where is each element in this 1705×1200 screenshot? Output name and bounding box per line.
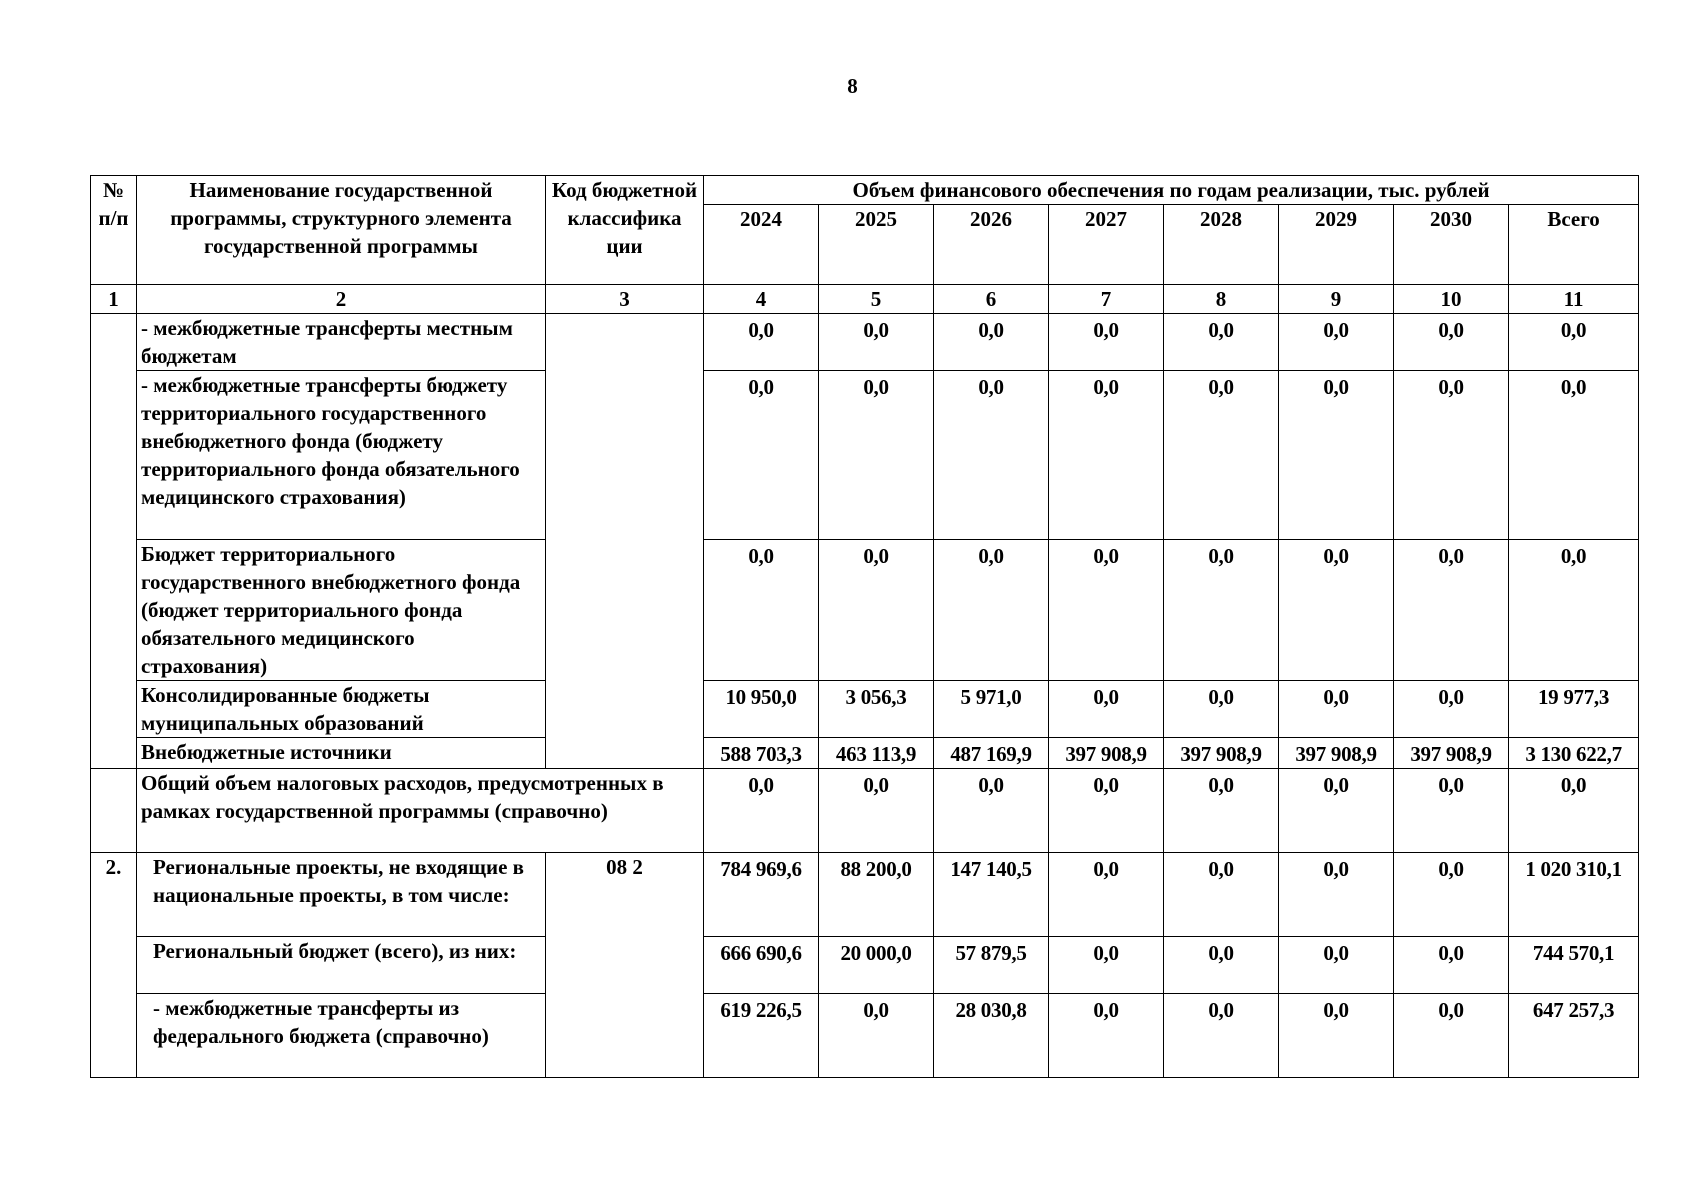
value-cell: 588 703,3: [704, 738, 819, 769]
table-row: [91, 540, 1639, 681]
value-cell: 0,0: [1049, 769, 1164, 853]
header-year: 2025: [819, 205, 934, 285]
header-year: 2030: [1394, 205, 1509, 285]
row-code: 08 2: [546, 853, 704, 1078]
value-cell: 10 950,0: [704, 681, 819, 738]
header-year: 2027: [1049, 205, 1164, 285]
value-cell: 0,0: [1394, 937, 1509, 994]
value-cell: 0,0: [704, 371, 819, 540]
value-cell: 0,0: [1164, 769, 1279, 853]
column-number: 9: [1279, 285, 1394, 314]
value-cell: 0,0: [1279, 371, 1394, 540]
row-code-cell: [546, 314, 704, 769]
value-cell: 0,0: [1164, 994, 1279, 1078]
value-cell: 0,0: [1394, 769, 1509, 853]
value-cell: 0,0: [1394, 371, 1509, 540]
header-col-no: № п/п: [91, 176, 137, 285]
value-cell: 0,0: [1394, 314, 1509, 371]
row-number-cell: [91, 314, 137, 769]
value-cell: 666 690,6: [704, 937, 819, 994]
value-cell: 0,0: [1049, 853, 1164, 937]
value-cell-total: 0,0: [1509, 371, 1639, 540]
value-cell: 0,0: [1279, 853, 1394, 937]
value-cell: 0,0: [934, 314, 1049, 371]
header-row-1: [91, 176, 1639, 205]
row-name: Региональный бюджет (всего), из них:: [137, 937, 546, 994]
value-cell: 0,0: [1164, 540, 1279, 681]
row-name: - межбюджетные трансферты из федерального бюджета (справочно): [137, 994, 546, 1078]
column-number: 4: [704, 285, 819, 314]
table-row: [91, 371, 1639, 540]
value-cell: 0,0: [819, 994, 934, 1078]
value-cell: 487 169,9: [934, 738, 1049, 769]
value-cell: 397 908,9: [1279, 738, 1394, 769]
column-number: 5: [819, 285, 934, 314]
value-cell: 0,0: [1049, 681, 1164, 738]
table-row: [91, 994, 1639, 1078]
value-cell-total: 19 977,3: [1509, 681, 1639, 738]
value-cell: 0,0: [934, 769, 1049, 853]
value-cell-total: 3 130 622,7: [1509, 738, 1639, 769]
value-cell: 20 000,0: [819, 937, 934, 994]
value-cell: 784 969,6: [704, 853, 819, 937]
row-name: Внебюджетные источники: [137, 738, 546, 769]
header-col-volume: Объем финансового обеспечения по годам реализации, тыс. рублей: [704, 176, 1639, 205]
value-cell: 0,0: [1394, 853, 1509, 937]
value-cell: 0,0: [1279, 681, 1394, 738]
header-row-column-numbers: [91, 285, 1639, 314]
column-number: 8: [1164, 285, 1279, 314]
value-cell: 0,0: [704, 540, 819, 681]
table-row: [91, 681, 1639, 738]
table-row: [91, 769, 1639, 853]
value-cell: 0,0: [1049, 371, 1164, 540]
row-name: - межбюджетные трансферты бюджету территориального государственного внебюджетного фонда (бюджету территориального фонда обязательного медицинского страхования): [137, 371, 546, 540]
value-cell: 397 908,9: [1049, 738, 1164, 769]
page-number: 8: [847, 74, 858, 98]
column-number: 10: [1394, 285, 1509, 314]
value-cell: 0,0: [1279, 769, 1394, 853]
header-year: 2029: [1279, 205, 1394, 285]
column-number: 3: [546, 285, 704, 314]
value-cell: 397 908,9: [1394, 738, 1509, 769]
value-cell: 0,0: [1164, 314, 1279, 371]
value-cell: 0,0: [934, 371, 1049, 540]
value-cell-total: 0,0: [1509, 769, 1639, 853]
column-number: 11: [1509, 285, 1639, 314]
value-cell-total: 744 570,1: [1509, 937, 1639, 994]
table-row: [91, 853, 1639, 937]
value-cell: 0,0: [1049, 994, 1164, 1078]
value-cell: 397 908,9: [1164, 738, 1279, 769]
value-cell: 5 971,0: [934, 681, 1049, 738]
value-cell: 0,0: [1049, 314, 1164, 371]
financing-table: [90, 175, 1639, 1078]
value-cell: 0,0: [1049, 937, 1164, 994]
value-cell: 0,0: [704, 314, 819, 371]
row-number-cell: [91, 769, 137, 853]
header-year: 2028: [1164, 205, 1279, 285]
value-cell: 0,0: [1279, 540, 1394, 681]
column-number: 1: [91, 285, 137, 314]
row-name: Консолидированные бюджеты муниципальных образований: [137, 681, 546, 738]
column-number: 7: [1049, 285, 1164, 314]
value-cell: 0,0: [1164, 681, 1279, 738]
value-cell: 0,0: [1279, 314, 1394, 371]
value-cell: 0,0: [819, 371, 934, 540]
value-cell: 3 056,3: [819, 681, 934, 738]
row-number: 2.: [91, 853, 137, 1078]
value-cell: 88 200,0: [819, 853, 934, 937]
value-cell: 0,0: [1164, 853, 1279, 937]
value-cell: 0,0: [1049, 540, 1164, 681]
header-col-code: Код бюджетной классифика ции: [546, 176, 704, 285]
value-cell: 0,0: [704, 769, 819, 853]
value-cell: 0,0: [819, 540, 934, 681]
value-cell: 0,0: [1394, 994, 1509, 1078]
row-name: Общий объем налоговых расходов, предусмотренных в рамках государственной программы (справочно): [137, 769, 704, 853]
value-cell: 463 113,9: [819, 738, 934, 769]
value-cell: 0,0: [1394, 681, 1509, 738]
header-year: 2026: [934, 205, 1049, 285]
column-number: 2: [137, 285, 546, 314]
header-year: 2024: [704, 205, 819, 285]
header-col-name: Наименование государственной программы, структурного элемента государственной программы: [137, 176, 546, 285]
value-cell: 0,0: [1164, 371, 1279, 540]
row-name: - межбюджетные трансферты местным бюджетам: [137, 314, 546, 371]
value-cell: 0,0: [819, 769, 934, 853]
value-cell: 0,0: [1279, 937, 1394, 994]
value-cell: 0,0: [1394, 540, 1509, 681]
table-row: [91, 314, 1639, 371]
value-cell: 0,0: [819, 314, 934, 371]
table-row: [91, 738, 1639, 769]
row-name: Бюджет территориального государственного внебюджетного фонда (бюджет территориального фонда обязательного медицинского страхования): [137, 540, 546, 681]
value-cell: 147 140,5: [934, 853, 1049, 937]
value-cell-total: 647 257,3: [1509, 994, 1639, 1078]
table-row: [91, 937, 1639, 994]
value-cell: 0,0: [934, 540, 1049, 681]
value-cell: 57 879,5: [934, 937, 1049, 994]
value-cell: 0,0: [1279, 994, 1394, 1078]
row-name: Региональные проекты, не входящие в национальные проекты, в том числе:: [137, 853, 546, 937]
value-cell-total: 1 020 310,1: [1509, 853, 1639, 937]
value-cell: 619 226,5: [704, 994, 819, 1078]
value-cell-total: 0,0: [1509, 540, 1639, 681]
header-total: Всего: [1509, 205, 1639, 285]
value-cell: 0,0: [1164, 937, 1279, 994]
column-number: 6: [934, 285, 1049, 314]
value-cell: 28 030,8: [934, 994, 1049, 1078]
value-cell-total: 0,0: [1509, 314, 1639, 371]
